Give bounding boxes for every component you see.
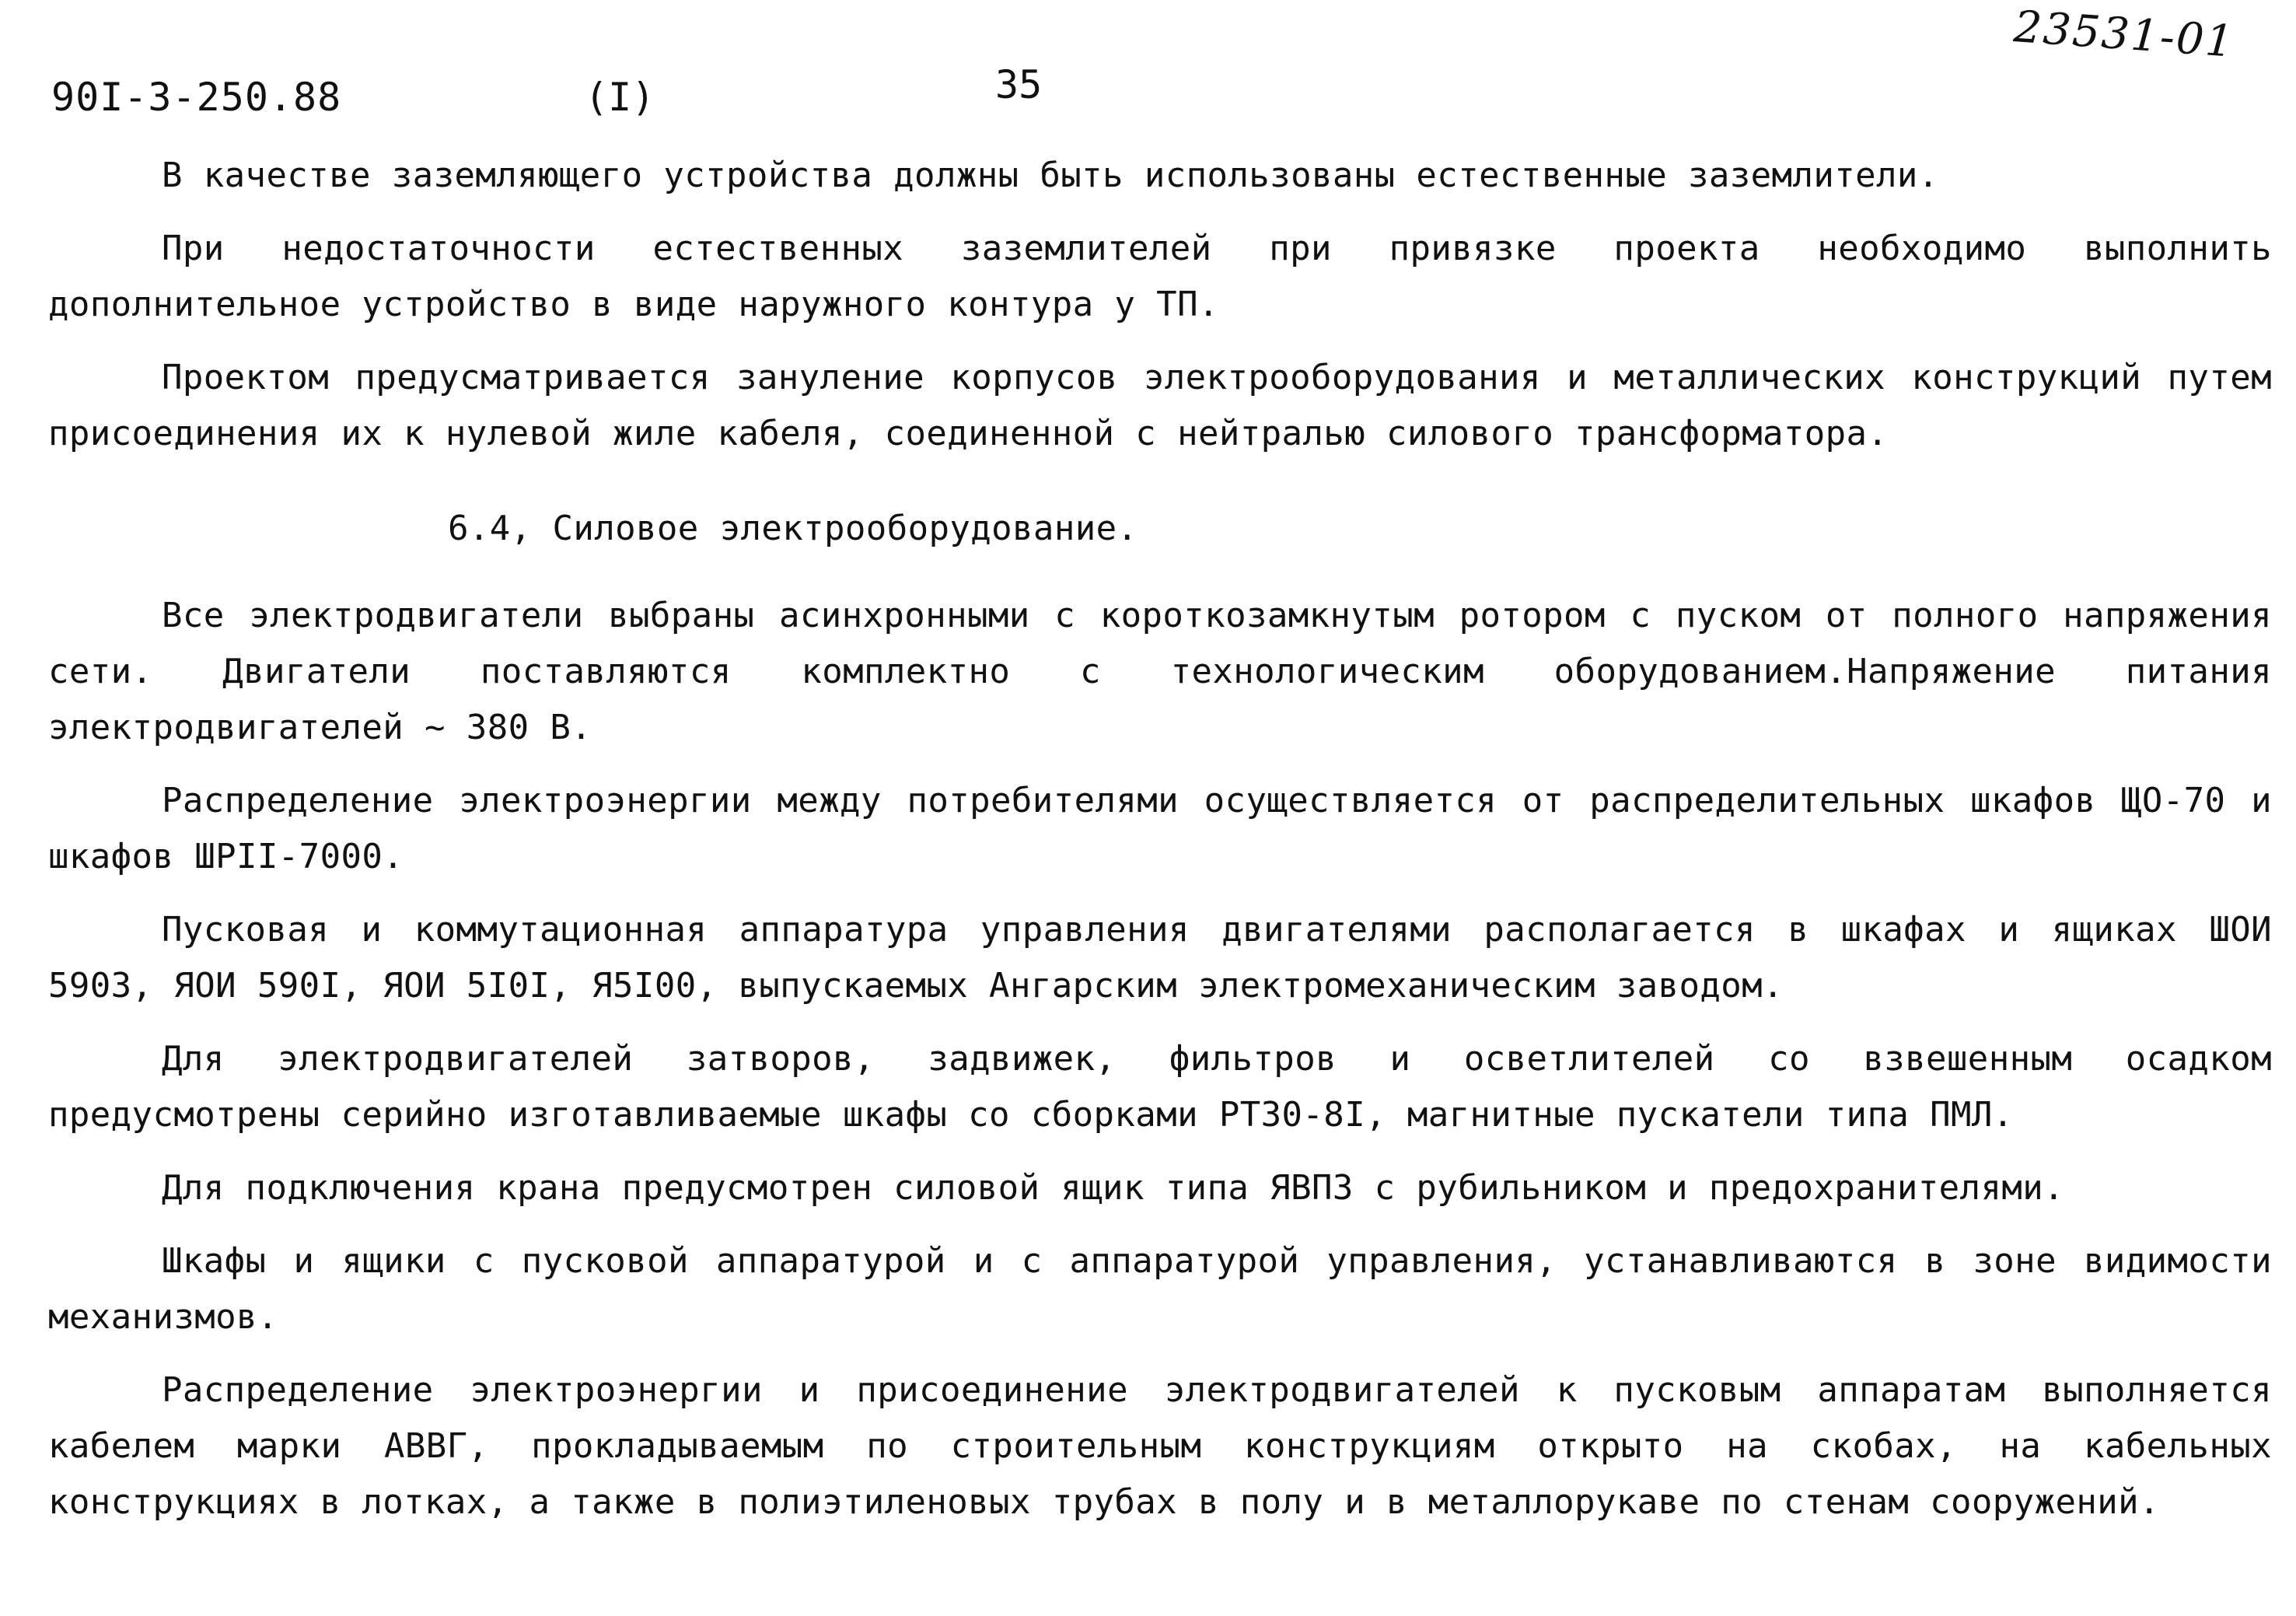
sheet-marker: (I) bbox=[585, 75, 655, 120]
paragraph-valve-motors: Для электродвигателей затворов, задвижек, фильтров и осветлителей со взвешенным осадком предусмотрены серийно изготавливаемые шкафы со сборками РТ30-8I, магнитные пускатели типа ПМЛ. bbox=[48, 1039, 2272, 1135]
paragraph-motors: Все электродвигатели выбраны асинхронными с короткозамкнутым ротором с пуском от полного напряжения сети. Двигатели поставляются комплектно с технологическим оборудованием.Напряжение питания электродвигателей ~ 380 В. bbox=[48, 596, 2272, 747]
handwritten-inventory-mark: 23531-01 bbox=[2012, 2, 2237, 68]
paragraph-grounding-additional: При недостаточности естественных заземлителей при привязке проекта необходимо выполнить дополнительное устройство в виде наружного контура у ТП. bbox=[48, 229, 2272, 324]
paragraph-grounding-natural: В качестве заземляющего устройства должны быть использованы естественные заземлители. bbox=[162, 156, 1939, 195]
page-number: 35 bbox=[995, 62, 1043, 107]
document-code: 90I-3-250.88 bbox=[51, 75, 342, 120]
paragraph-distribution-cabinets: Распределение электроэнергии между потребителями осуществляется от распределительных шкафов ЩО-70 и шкафов ШРII-7000. bbox=[48, 781, 2272, 876]
document-body bbox=[48, 148, 2272, 1548]
paragraph-cabinet-placement: Шкафы и ящики с пусковой аппаратурой и с аппаратурой управления, устанавливаются в зоне видимости механизмов. bbox=[48, 1241, 2272, 1337]
paragraph-switchgear: Пусковая и коммутационная аппаратура управления двигателями располагается в шкафах и ящиках ШОИ 5903, ЯОИ 590I, ЯОИ 5I0I, Я5I00, выпускаемых Ангарским электромеханическим заводом. bbox=[48, 910, 2272, 1006]
paragraph-crane: Для подключения крана предусмотрен силовой ящик типа ЯВПЗ с рубильником и предохранителями. bbox=[162, 1168, 2065, 1208]
section-heading: 6.4, Силовое электрооборудование. bbox=[448, 509, 1138, 548]
paragraph-cabling: Распределение электроэнергии и присоединение электродвигателей к пусковым аппаратам выполняется кабелем марки АВВГ, прокладываемым по строительным конструкциям открыто на скобах, на кабельных конструкциях в лотках, а также в полиэтиленовых трубах в полу и в металлорукаве по стенам сооружений. bbox=[48, 1370, 2272, 1522]
paragraph-neutral-earthing: Проектом предусматривается зануление корпусов электрооборудования и металлических конструкций путем присоединения их к нулевой жиле кабеля, соединенной с нейтралью силового трансформатора. bbox=[48, 358, 2272, 453]
